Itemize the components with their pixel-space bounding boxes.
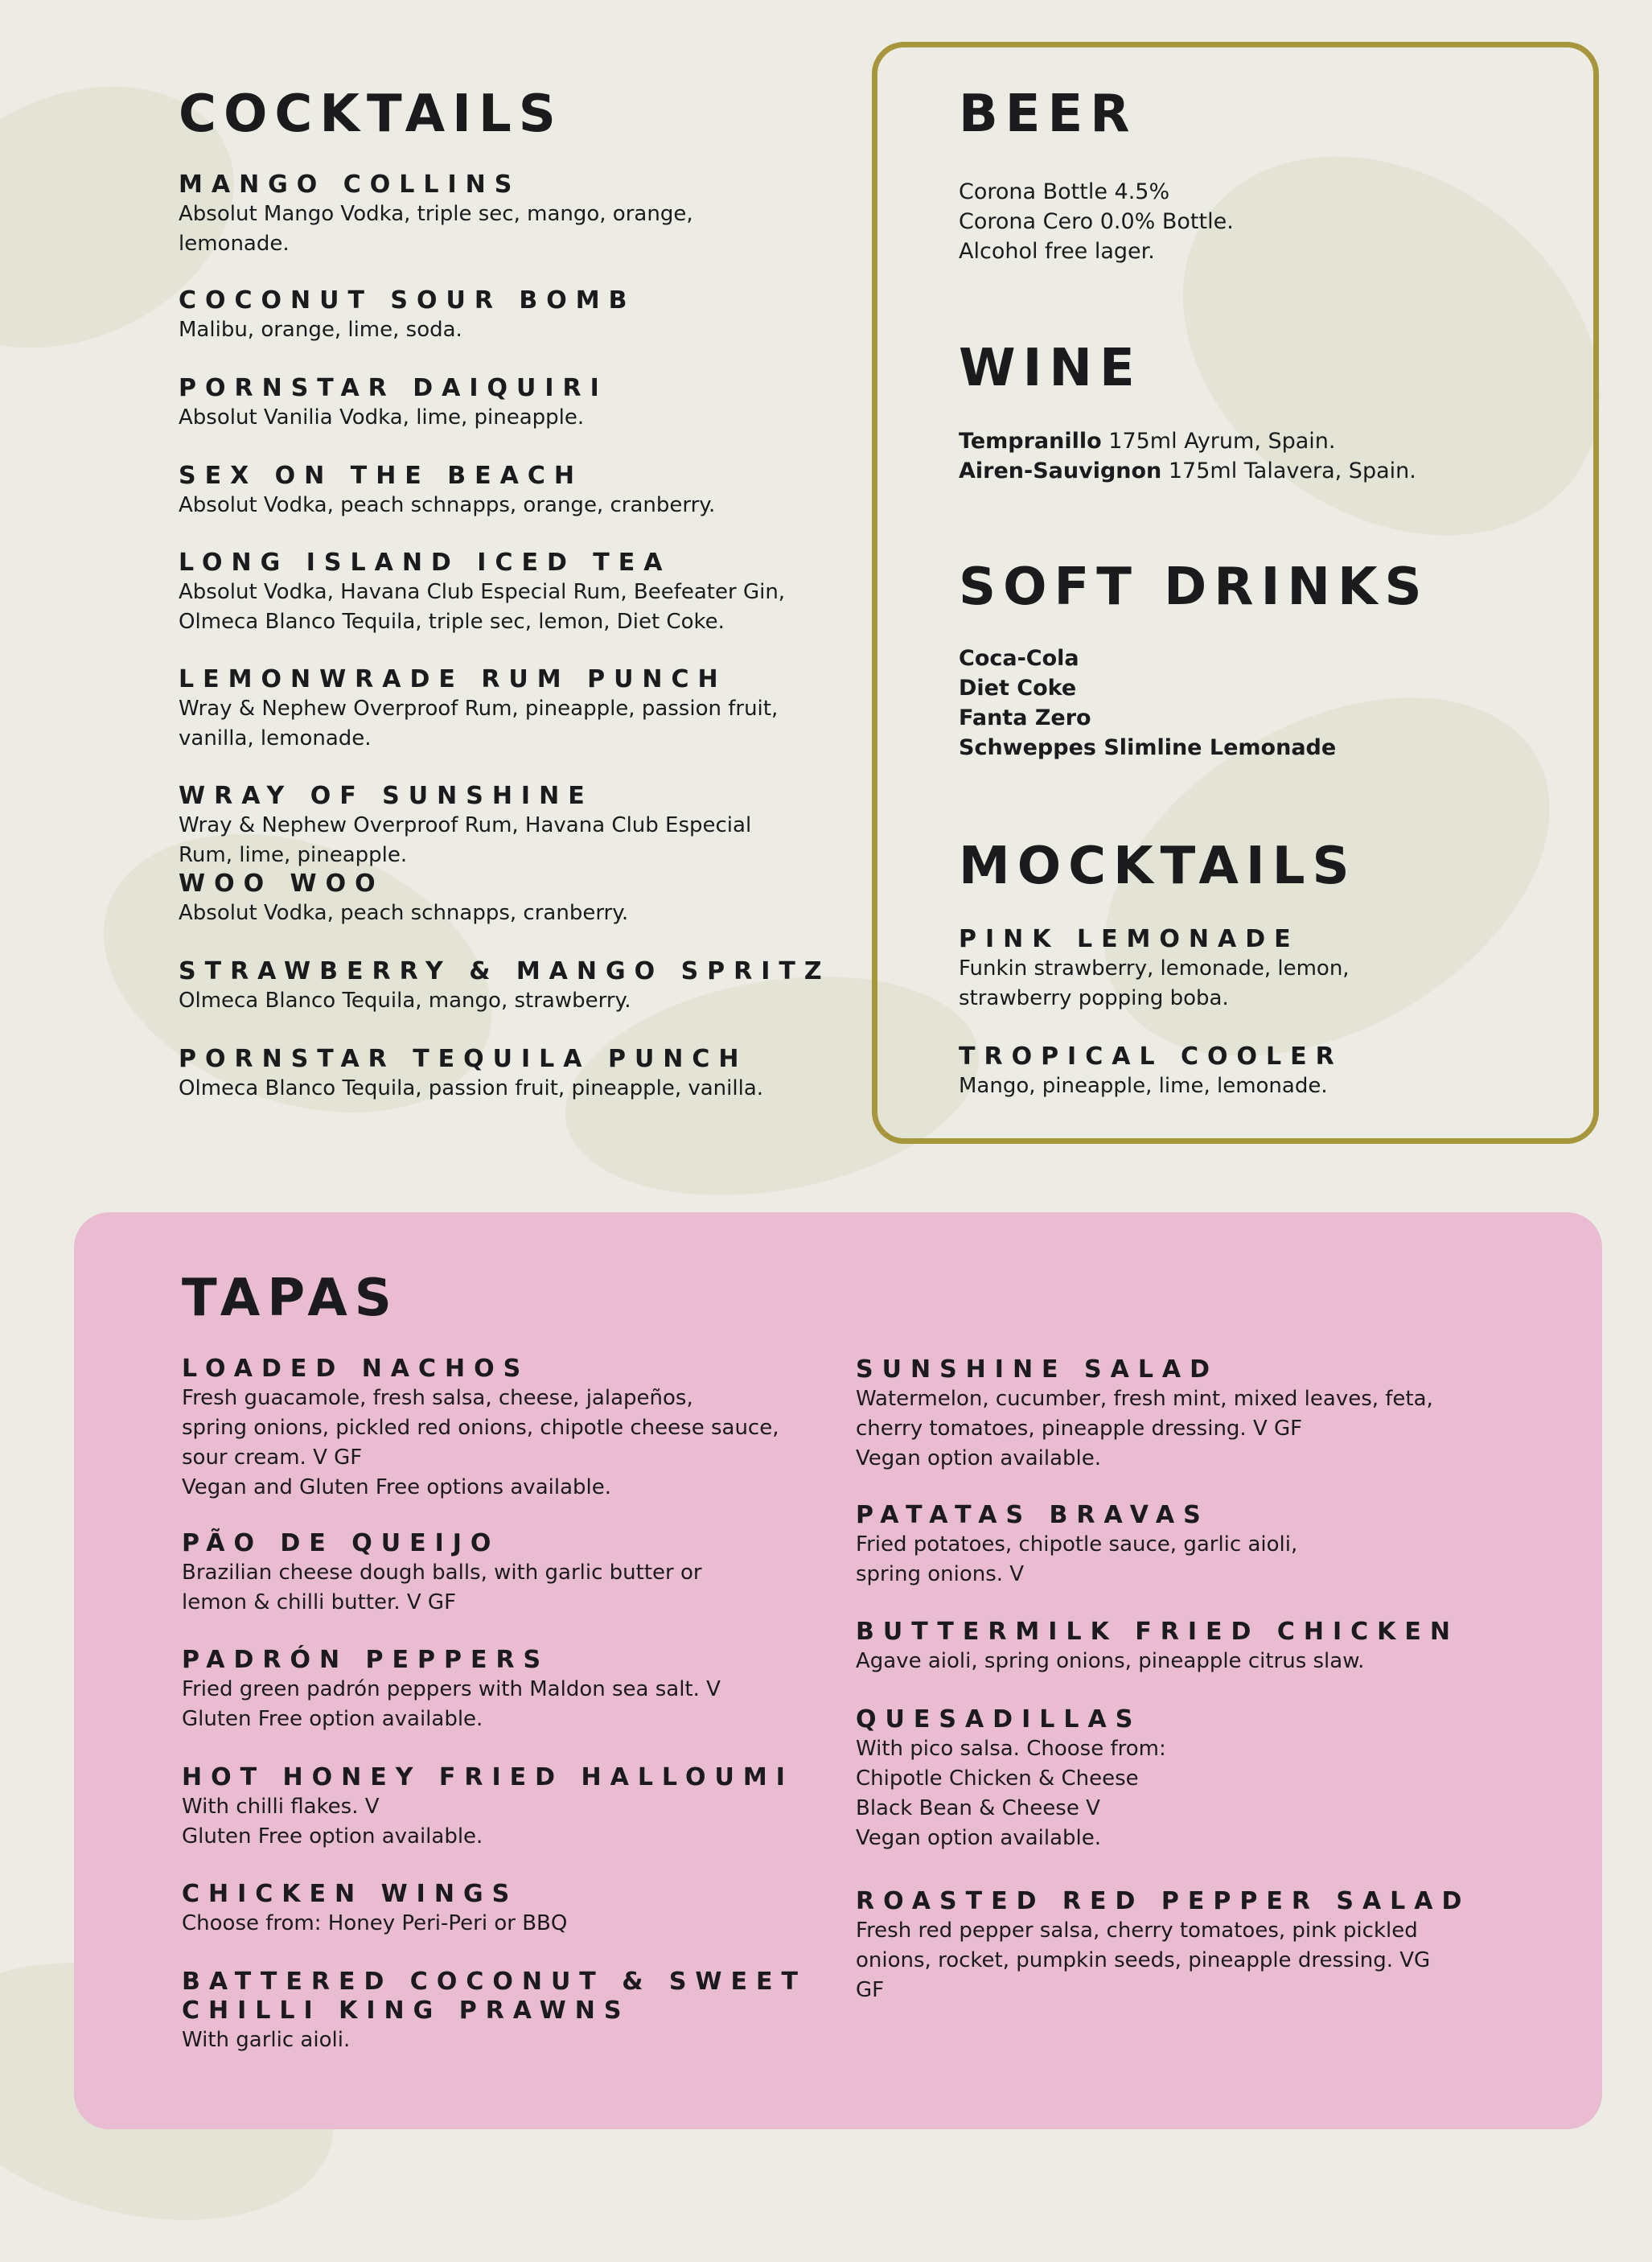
tapas-item	[856, 1501, 1297, 1590]
cocktail-name: LONG ISLAND ICED TEA	[179, 549, 672, 577]
tapas-description: Choose from: Honey Peri-Peri or BBQ	[182, 1911, 568, 1935]
cocktail-description: Absolut Vodka, peach schnapps, cranberry.	[179, 901, 629, 925]
wine-item	[959, 456, 1416, 486]
tapas-item	[856, 1887, 1470, 2005]
tapas-right-column	[856, 1355, 1580, 2002]
cocktails-title: COCKTAILS	[179, 84, 563, 144]
tapas-name: CHICKEN WINGS	[182, 1880, 519, 1908]
cocktail-name: LEMONWRADE RUM PUNCH	[179, 665, 727, 693]
cocktail-description: Wray & Nephew Overproof Rum, pineapple, passion fruit, vanilla, lemonade.	[179, 697, 779, 751]
tapas-item	[182, 1529, 702, 1618]
tapas-description: With pico salsa. Choose from: Chipotle Chicken & Cheese Black Bean & Cheese V Vegan option available.	[856, 1737, 1166, 1850]
tapas-item	[182, 1646, 721, 1734]
cocktail-name: COCONUT SOUR BOMB	[179, 286, 636, 315]
cocktail-name: WRAY OF SUNSHINE	[179, 782, 594, 810]
wine-detail: 175ml Talavera, Spain.	[1161, 459, 1416, 483]
cocktail-name: PORNSTAR DAIQUIRI	[179, 374, 608, 402]
wine-detail: 175ml Ayrum, Spain.	[1101, 429, 1336, 454]
cocktail-name: MANGO COLLINS	[179, 171, 521, 199]
beer-line: Corona Cero 0.0% Bottle.	[959, 209, 1234, 234]
cocktail-description: Wray & Nephew Overproof Rum, Havana Club Especial Rum, lime, pineapple.	[179, 813, 752, 867]
tapas-left-column	[182, 1269, 841, 2077]
cocktail-item	[179, 782, 751, 870]
cocktail-name: WOO WOO	[179, 870, 384, 898]
wine-name: Tempranillo	[959, 429, 1102, 454]
wine-name: Airen-Sauvignon	[959, 459, 1162, 483]
beer-title: BEER	[959, 84, 1137, 144]
tapas-item	[182, 1763, 794, 1852]
tapas-name: QUESADILLAS	[856, 1705, 1142, 1734]
mocktail-description: Funkin strawberry, lemonade, lemon, strawberry popping boba.	[959, 956, 1350, 1010]
cocktail-description: Absolut Vanilia Vodka, lime, pineapple.	[179, 405, 585, 430]
soft-drinks-title: SOFT DRINKS	[959, 557, 1429, 617]
cocktail-description: Olmeca Blanco Tequila, mango, strawberry.	[179, 989, 631, 1013]
wine-item	[959, 426, 1416, 456]
mocktail-name: TROPICAL COOLER	[959, 1043, 1343, 1071]
mocktail-name: PINK LEMONADE	[959, 925, 1300, 953]
cocktail-name: PORNSTAR TEQUILA PUNCH	[179, 1045, 748, 1073]
cocktail-item	[179, 462, 715, 520]
tapas-item	[856, 1618, 1459, 1676]
cocktail-description: Absolut Vodka, peach schnapps, orange, cranberry.	[179, 493, 716, 517]
tapas-item	[182, 1355, 779, 1503]
tapas-name: BUTTERMILK FRIED CHICKEN	[856, 1618, 1460, 1646]
tapas-description: With chilli flakes. V Gluten Free option available.	[182, 1795, 483, 1849]
tapas-name: PADRÓN PEPPERS	[182, 1646, 550, 1674]
soft-drink-item: Coca-Cola	[959, 646, 1079, 671]
cocktail-name: STRAWBERRY & MANGO SPRITZ	[179, 957, 831, 985]
tapas-description: Fried potatoes, chipotle sauce, garlic aioli, spring onions. V	[856, 1532, 1298, 1586]
tapas-name: SUNSHINE SALAD	[856, 1355, 1219, 1384]
soft-drinks-list	[959, 644, 1336, 763]
mocktail-item	[959, 925, 1350, 1014]
tapas-description: Watermelon, cucumber, fresh mint, mixed leaves, feta, cherry tomatoes, pineapple dressing. V GF Vegan option available.	[856, 1387, 1433, 1470]
drinks-section	[959, 84, 1586, 1134]
cocktail-item	[179, 870, 628, 928]
wine-list	[959, 426, 1416, 486]
mocktails-title: MOCKTAILS	[959, 837, 1357, 896]
cocktail-item	[179, 665, 778, 754]
soft-drink-item: Diet Coke	[959, 676, 1077, 701]
tapas-description: With garlic aioli.	[182, 2028, 351, 2052]
tapas-name: ROASTED RED PEPPER SALAD	[856, 1887, 1471, 1915]
cocktail-name: SEX ON THE BEACH	[179, 462, 583, 490]
cocktail-item	[179, 374, 608, 433]
cocktail-item	[179, 1045, 763, 1104]
cocktail-item	[179, 549, 785, 637]
tapas-title: TAPAS	[182, 1269, 399, 1328]
cocktail-item	[179, 171, 693, 259]
tapas-item	[856, 1705, 1166, 1853]
cocktail-description: Absolut Mango Vodka, triple sec, mango, orange, lemonade.	[179, 202, 693, 256]
cocktail-item	[179, 957, 831, 1016]
tapas-name: PÃO DE QUEIJO	[182, 1529, 500, 1557]
mocktail-description: Mango, pineapple, lime, lemonade.	[959, 1074, 1328, 1098]
tapas-item	[856, 1355, 1433, 1474]
tapas-name: BATTERED COCONUT & SWEET CHILLI KING PRAWNS	[182, 1968, 807, 2025]
tapas-name: HOT HONEY FRIED HALLOUMI	[182, 1763, 794, 1791]
tapas-description: Agave aioli, spring onions, pineapple citrus slaw.	[856, 1649, 1365, 1673]
tapas-item	[182, 1968, 807, 2055]
cocktail-description: Absolut Vodka, Havana Club Especial Rum, Beefeater Gin, Olmeca Blanco Tequila, triple sec, lemon, Diet Coke.	[179, 580, 786, 634]
soft-drink-item: Fanta Zero	[959, 705, 1091, 730]
tapas-description: Fresh guacamole, fresh salsa, cheese, jalapeños, spring onions, pickled red onions, chipotle cheese sauce, sour cream. V GF Vegan and Gluten Free options available.	[182, 1386, 779, 1499]
tapas-description: Fried green padrón peppers with Maldon sea salt. V Gluten Free option available.	[182, 1677, 721, 1731]
cocktail-description: Malibu, orange, lime, soda.	[179, 318, 462, 342]
cocktail-description: Olmeca Blanco Tequila, passion fruit, pineapple, vanilla.	[179, 1076, 764, 1100]
beer-line: Alcohol free lager.	[959, 239, 1155, 264]
beer-line: Corona Bottle 4.5%	[959, 179, 1170, 204]
tapas-item	[182, 1880, 567, 1939]
beer-list	[959, 177, 1234, 266]
tapas-name: LOADED NACHOS	[182, 1355, 530, 1383]
tapas-description: Brazilian cheese dough balls, with garlic butter or lemon & chilli butter. V GF	[182, 1561, 702, 1614]
cocktail-item	[179, 286, 636, 345]
tapas-name: PATATAS BRAVAS	[856, 1501, 1210, 1529]
tapas-description: Fresh red pepper salsa, cherry tomatoes, pink pickled onions, rocket, pumpkin seeds, pineapple dressing. VG GF	[856, 1919, 1431, 2002]
cocktails-section	[179, 84, 862, 1150]
soft-drink-item: Schweppes Slimline Lemonade	[959, 735, 1337, 760]
mocktail-item	[959, 1043, 1343, 1101]
wine-title: WINE	[959, 339, 1142, 398]
